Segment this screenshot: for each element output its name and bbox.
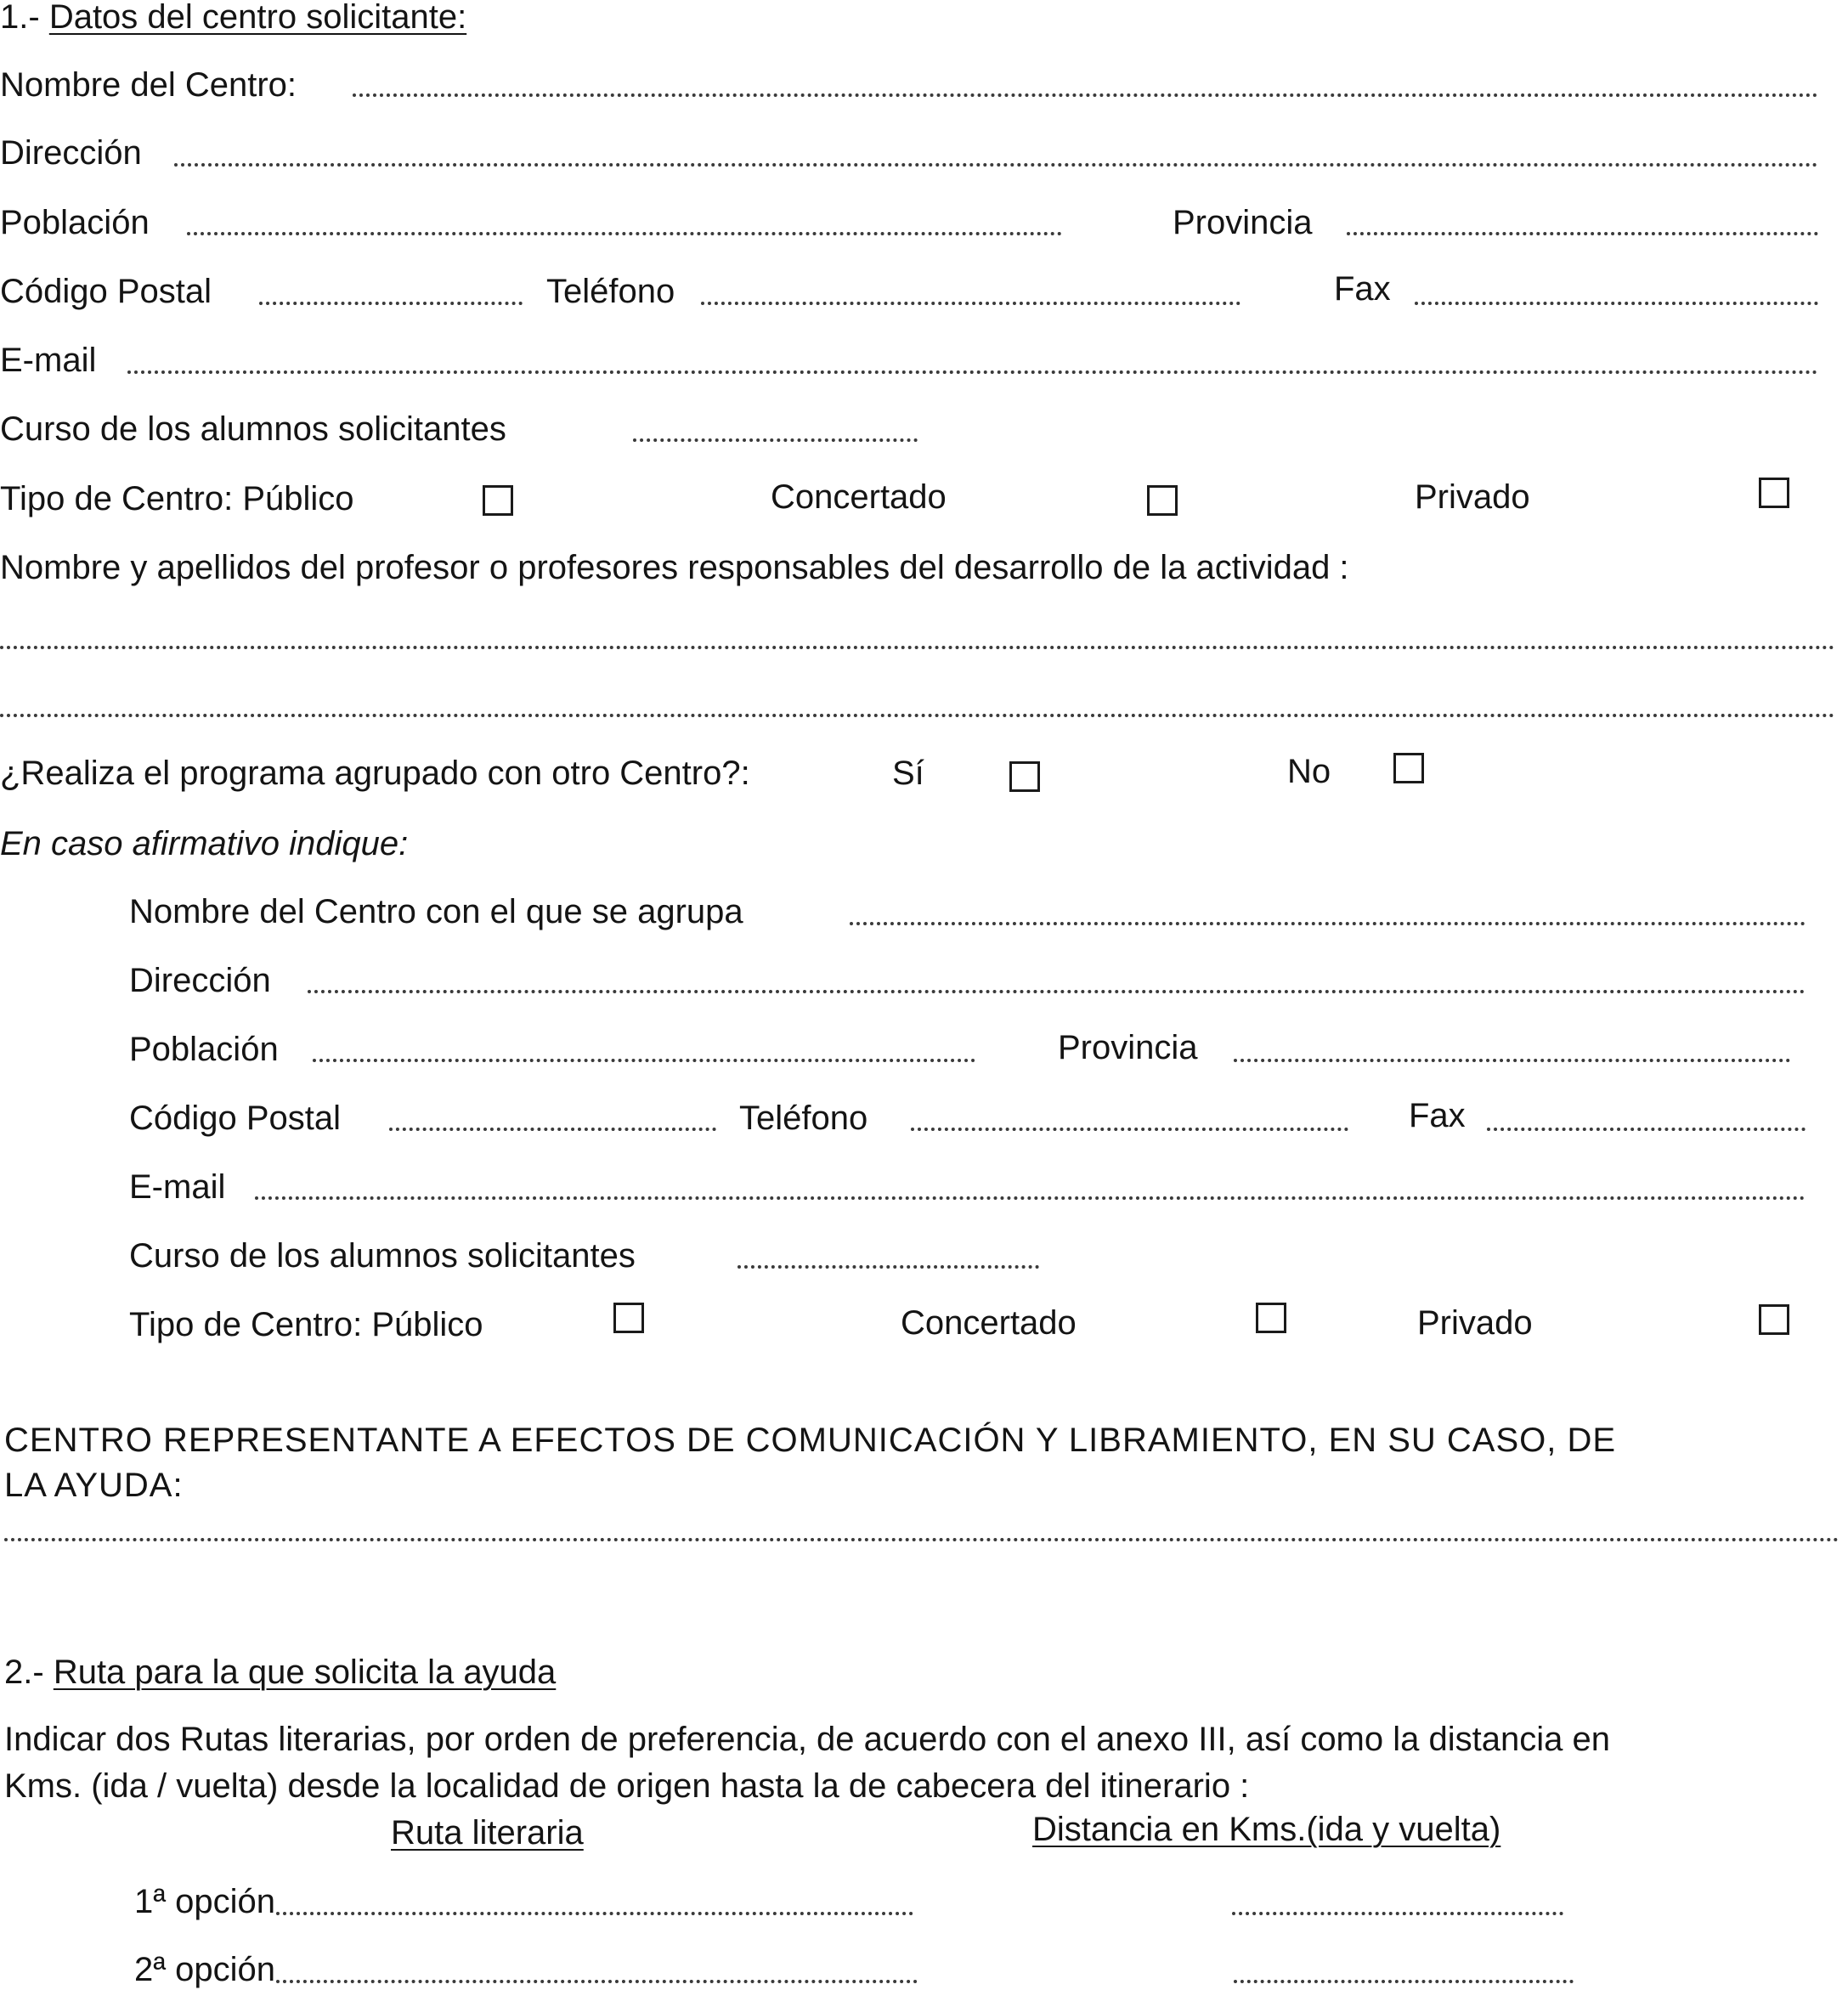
si-checkbox[interactable] xyxy=(1009,761,1040,792)
concertado-checkbox[interactable] xyxy=(1147,485,1178,516)
concertado-label: Concertado xyxy=(771,478,947,516)
privado-checkbox[interactable] xyxy=(1759,478,1789,508)
agrupado-question: ¿Realiza el programa agrupado con otro Centro?: xyxy=(0,755,750,792)
agrupa-cp-label: Código Postal xyxy=(129,1100,342,1137)
agrupa-email-field[interactable] xyxy=(255,1196,1806,1200)
agrupa-provincia-field[interactable] xyxy=(1234,1059,1790,1062)
agrupa-poblacion-field[interactable] xyxy=(313,1059,975,1062)
section1-number: 1.- xyxy=(0,0,40,36)
opcion2-distancia-field[interactable] xyxy=(1234,1980,1574,1983)
profesores-field-line1[interactable] xyxy=(0,646,1835,649)
fax-label: Fax xyxy=(1334,270,1391,308)
agrupa-curso-field[interactable] xyxy=(738,1265,1039,1269)
agrupa-curso-label: Curso de los alumnos solicitantes xyxy=(129,1237,636,1275)
curso-label: Curso de los alumnos solicitantes xyxy=(0,410,506,448)
profesores-label: Nombre y apellidos del profesor o profesores responsables del desarrollo de la actividad : xyxy=(0,549,1349,586)
agrupa-concertado-label: Concertado xyxy=(901,1304,1077,1342)
section2-intro-line2: Kms. (ida / vuelta) desde la localidad de origen hasta la de cabecera del itinerario : xyxy=(4,1767,1250,1805)
distancia-column-header: Distancia en Kms.(ida y vuelta) xyxy=(1032,1811,1501,1848)
si-label: Sí xyxy=(892,755,924,792)
opcion1-label: 1ª opción xyxy=(134,1883,276,1920)
agrupa-nombre-label: Nombre del Centro con el que se agrupa xyxy=(129,893,743,930)
agrupa-privado-checkbox[interactable] xyxy=(1759,1304,1789,1335)
agrupa-fax-field[interactable] xyxy=(1487,1128,1806,1131)
agrupa-telefono-label: Teléfono xyxy=(739,1100,868,1137)
section1-heading xyxy=(0,0,466,34)
representante-field[interactable] xyxy=(4,1538,1840,1541)
direccion-label: Dirección xyxy=(0,134,142,172)
publico-checkbox[interactable] xyxy=(483,485,513,516)
provincia-label: Provincia xyxy=(1173,204,1313,241)
agrupa-poblacion-label: Población xyxy=(129,1031,279,1068)
agrupa-provincia-label: Provincia xyxy=(1058,1029,1198,1066)
nombre-centro-label: Nombre del Centro: xyxy=(0,66,297,104)
ruta-column-header: Ruta literaria xyxy=(391,1814,584,1851)
agrupa-fax-label: Fax xyxy=(1409,1097,1466,1134)
agrupa-email-label: E-mail xyxy=(129,1168,226,1206)
opcion1-distancia-field[interactable] xyxy=(1232,1912,1563,1915)
agrupa-tipo-label: Tipo de Centro: Público xyxy=(129,1306,483,1343)
telefono-field[interactable] xyxy=(701,302,1240,305)
fax-field[interactable] xyxy=(1415,302,1818,305)
provincia-field[interactable] xyxy=(1347,232,1818,235)
agrupa-concertado-checkbox[interactable] xyxy=(1256,1303,1286,1333)
agrupa-telefono-field[interactable] xyxy=(911,1128,1348,1131)
representante-heading-line1: CENTRO REPRESENTANTE A EFECTOS DE COMUNICACIÓN Y LIBRAMIENTO, EN SU CASO, DE xyxy=(4,1422,1617,1459)
nombre-centro-field[interactable] xyxy=(353,93,1818,97)
privado-label: Privado xyxy=(1415,478,1530,516)
section2-number: 2.- xyxy=(4,1654,44,1691)
afirmativo-instruction: En caso afirmativo indique: xyxy=(0,825,409,862)
opcion2-label: 2ª opción xyxy=(134,1951,276,1988)
telefono-label: Teléfono xyxy=(546,273,675,310)
agrupa-nombre-field[interactable] xyxy=(850,922,1806,925)
tipo-centro-label: Tipo de Centro: Público xyxy=(0,480,354,517)
agrupa-direccion-field[interactable] xyxy=(308,990,1806,993)
agrupa-publico-checkbox[interactable] xyxy=(613,1303,644,1333)
profesores-field-line2[interactable] xyxy=(0,714,1835,717)
opcion1-ruta-field[interactable] xyxy=(276,1912,913,1915)
no-label: No xyxy=(1287,753,1331,790)
codigo-postal-label: Código Postal xyxy=(0,273,212,310)
poblacion-label: Población xyxy=(0,204,150,241)
email-label: E-mail xyxy=(0,342,97,379)
section2-intro-line1: Indicar dos Rutas literarias, por orden de preferencia, de acuerdo con el anexo III, así como la distancia en xyxy=(4,1721,1610,1758)
no-checkbox[interactable] xyxy=(1393,753,1424,783)
email-field[interactable] xyxy=(127,370,1818,374)
agrupa-direccion-label: Dirección xyxy=(129,962,271,999)
agrupa-cp-field[interactable] xyxy=(389,1128,716,1131)
codigo-postal-field[interactable] xyxy=(259,302,523,305)
section2-title: Ruta para la que solicita la ayuda xyxy=(53,1654,557,1691)
opcion2-ruta-field[interactable] xyxy=(276,1980,918,1983)
curso-field[interactable] xyxy=(633,438,918,442)
section1-title: Datos del centro solicitante: xyxy=(48,0,467,36)
representante-heading-line2: LA AYUDA: xyxy=(4,1467,184,1504)
poblacion-field[interactable] xyxy=(187,232,1062,235)
agrupa-privado-label: Privado xyxy=(1417,1304,1533,1342)
section2-heading xyxy=(4,1655,556,1689)
direccion-field[interactable] xyxy=(174,163,1818,167)
